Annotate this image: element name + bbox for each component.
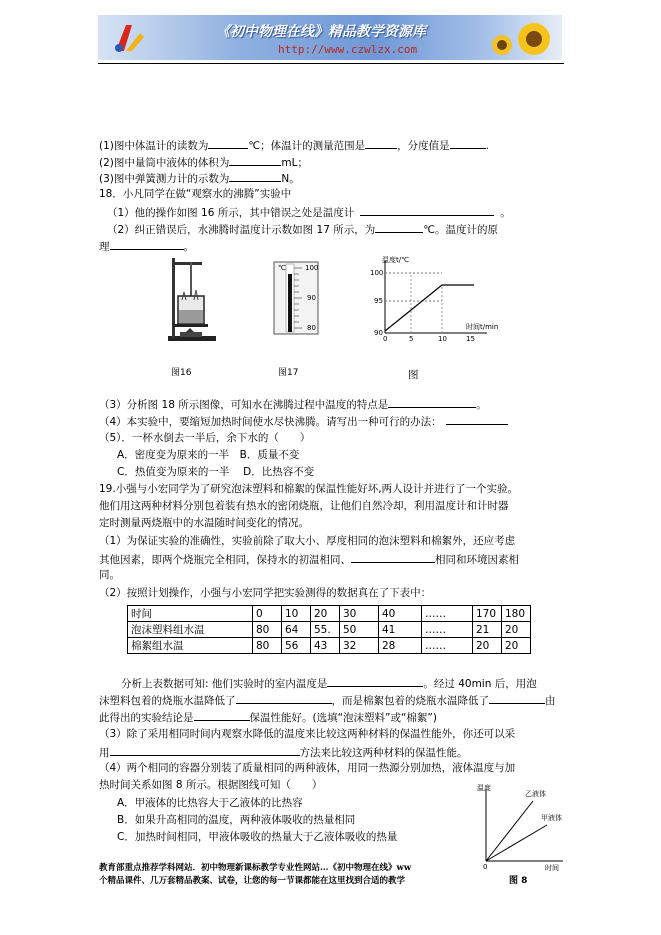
q18-part2-cont: 理 。 <box>99 238 194 254</box>
answer-blank[interactable] <box>208 137 248 149</box>
thermometer-unit: ℃ <box>278 264 286 272</box>
q18-part3: （3）分析图 18 所示图像，可知水在沸腾过程中温度的特点是 。 <box>99 396 487 412</box>
q19-option-b: B．如果升高相同的温度，两种液体吸收的热量相同 <box>117 814 356 826</box>
table-cell: 30 <box>340 606 379 622</box>
figure-8-ylabel: 温度 <box>477 784 491 792</box>
q19-part1-1: （1）为保证实验的准确性，实验前除了取大小、厚度相同的泡沫塑料和棉絮外，还应考虑 <box>99 535 516 547</box>
table-cell: 时间 <box>128 606 253 622</box>
footer-line-2: 个精品课件、几万套精品教案、试卷，让您的每一节课都能在这里找到合适的教学 <box>99 876 406 886</box>
q19-analysis-3: 此得出的实验结论是 保温性能好。(选填“泡沫塑料”或“棉絮”) <box>99 709 437 725</box>
q19-option-c: C．加热时间相同，甲液体吸收的热量大于乙液体吸收的热量 <box>117 831 398 843</box>
figure-8-graph <box>475 783 567 886</box>
table-cell: 20 <box>502 622 531 638</box>
header-banner <box>98 15 562 60</box>
q19-part2: （2）按照计划操作，小强与小宏同学把实验测得的数据真在了下表中： <box>99 587 432 599</box>
table-cell: …… <box>422 638 473 654</box>
figure-17-caption: 图17 <box>278 368 299 378</box>
q19-intro-2: 他们用这两种材料分别包着装有热水的密闭烧瓶，让他们自然冷却，利用温度计和计时器 <box>99 500 509 512</box>
table-cell: 80 <box>253 622 282 638</box>
q18-part1: （1）他的操作如图 16 所示，其中错误之处是温度计 。 <box>107 204 511 220</box>
table-cell: 20 <box>311 606 340 622</box>
figure-8-caption: 图 8 <box>509 876 528 886</box>
graph-18-xlabel: 时间t/min <box>466 323 499 331</box>
figure-17-thermometer <box>272 260 322 336</box>
thermometer-tick-80: 80 <box>307 324 316 332</box>
answer-blank[interactable] <box>229 154 281 166</box>
table-cell: 40 <box>379 606 422 622</box>
table-cell: 170 <box>473 606 502 622</box>
table-cell: 41 <box>379 622 422 638</box>
table-cell: 56 <box>282 638 311 654</box>
graph-18-xtick: 15 <box>466 335 475 343</box>
q18-part2: （2）纠正错误后，水沸腾时温度计示数如图 17 所示，为 ℃。温度计的原 <box>107 221 498 237</box>
answer-blank[interactable] <box>110 238 184 250</box>
q19-part1-2: 其他因素，即两个烧瓶完全相同，保持水的初温相同、 相同和环境因素相 <box>99 551 519 567</box>
q19-part3-2: 用 方法来比较这两种材料的保温性能。 <box>99 744 468 760</box>
table-row <box>128 606 531 622</box>
figure-8-series-yi: 乙液体 <box>525 790 546 798</box>
answer-blank[interactable] <box>388 396 476 408</box>
header-title: 《初中物理在线》精品教学资源库 <box>216 24 426 40</box>
graph-18-ytick: 95 <box>374 297 383 305</box>
logo-icon <box>110 21 146 55</box>
answer-blank[interactable] <box>360 204 494 216</box>
figure-16-apparatus <box>160 252 220 342</box>
table-cell: 泡沫塑料组水温 <box>128 622 253 638</box>
graph-18-xtick: 10 <box>438 335 447 343</box>
q19-intro-1: 19.小强与小宏同学为了研究泡沫塑料和棉絮的保温性能好坏,两人设计并进行了一个实验。 <box>99 483 519 495</box>
answer-blank[interactable] <box>351 551 435 563</box>
q18-part5: （5）．一杯水倒去一半后，余下水的（ ） <box>99 432 311 444</box>
figure-8-origin: 0 <box>483 863 488 871</box>
table-cell: 55. <box>311 622 340 638</box>
q18-title: 18．小凡同学在做“观察水的沸腾”实验中 <box>99 188 292 200</box>
table-cell: 43 <box>311 638 340 654</box>
answer-blank[interactable] <box>110 744 300 756</box>
q19-intro-3: 定时测量两烧瓶中的水温随时间变化的情况。 <box>99 517 309 529</box>
figure-8-series-jia: 甲液体 <box>541 814 562 822</box>
header-rule <box>98 63 564 64</box>
answer-blank[interactable] <box>375 221 423 233</box>
figure-18-caption: 图 <box>408 369 419 381</box>
q19-part3-1: （3）除了采用相同时间内观察水降低的温度来比较这两种材料的保温性能外，你还可以采 <box>99 728 516 740</box>
table-cell: 21 <box>473 622 502 638</box>
answer-blank[interactable] <box>365 137 397 149</box>
answer-blank[interactable] <box>236 692 332 704</box>
table-cell: 180 <box>502 606 531 622</box>
data-table <box>127 605 531 654</box>
q17-line-3: (3)图中弹簧测力计的示数为 N。 <box>99 170 300 186</box>
q19-part4-2: 热时间关系如图 8 所示。根据图线可知（ ） <box>99 779 323 791</box>
graph-18-ytick: 100 <box>370 269 384 277</box>
table-cell: …… <box>422 622 473 638</box>
table-cell: 28 <box>379 638 422 654</box>
q18-part5-options-ab: A．密度变为原来的一半 B．质量不变 <box>117 449 300 461</box>
answer-blank[interactable] <box>450 137 486 149</box>
q19-part4-1: （4）两个相同的容器分别装了质量相同的两种液体，用同一热源分别加热，液体温度与加 <box>99 762 516 774</box>
figure-16-caption: 图16 <box>171 368 192 378</box>
table-cell: 棉絮组水温 <box>128 638 253 654</box>
footer-line-1: 教育部重点推荐学科网站．初中物理新课标教学专业性网站…《初中物理在线》ww <box>99 863 412 873</box>
header-url[interactable]: http://www.czwlzx.com <box>278 43 418 56</box>
answer-blank[interactable] <box>489 692 545 704</box>
table-cell: 10 <box>282 606 311 622</box>
table-row <box>128 622 531 638</box>
table-cell: 20 <box>473 638 502 654</box>
q17-line-1: (1)图中体温计的读数为 ℃；体温计的测量范围是 ，分度值是 . <box>99 137 489 153</box>
thermometer-tick-100: 100 <box>305 264 319 272</box>
graph-18-ytick: 90 <box>374 329 383 337</box>
answer-blank[interactable] <box>229 170 281 182</box>
table-cell: 32 <box>340 638 379 654</box>
q17-line-2: (2)图中量筒中液体的体积为 mL； <box>99 154 308 170</box>
q19-analysis-2: 沫塑料包着的烧瓶水温降低了 ，而是棉絮包着的烧瓶水温降低了 由 <box>99 692 556 708</box>
q18-part5-options-cd: C．热值变为原来的一半 D．比热容不变 <box>117 466 315 478</box>
figure-8-xlabel: 时间 <box>545 864 559 872</box>
q19-part1-3: 同。 <box>99 569 120 581</box>
q19-analysis-1: 分析上表数据可知: 他们实验时的室内温度是 。经过 40min 后，用泡 <box>121 675 537 691</box>
graph-18-ylabel: 温度t/℃ <box>382 256 409 264</box>
table-cell: 80 <box>253 638 282 654</box>
graph-18-xtick: 5 <box>409 335 414 343</box>
answer-blank[interactable] <box>194 709 250 721</box>
table-row <box>128 638 531 654</box>
graph-18-xtick: 0 <box>383 335 388 343</box>
table-cell: …… <box>422 606 473 622</box>
thermometer-tick-90: 90 <box>307 294 316 302</box>
figure-18-graph <box>352 255 522 345</box>
table-cell: 64 <box>282 622 311 638</box>
sunflower-icon <box>484 19 554 59</box>
answer-blank[interactable] <box>327 675 423 687</box>
answer-blank[interactable] <box>446 413 508 425</box>
table-cell: 0 <box>253 606 282 622</box>
table-cell: 20 <box>502 638 531 654</box>
table-cell: 50 <box>340 622 379 638</box>
q19-option-a: A．甲液体的比热容大于乙液体的比热容 <box>117 797 303 809</box>
q18-part4: （4）本实验中，要缩短加热时间使水尽快沸腾。请写出一种可行的办法： <box>99 413 508 429</box>
